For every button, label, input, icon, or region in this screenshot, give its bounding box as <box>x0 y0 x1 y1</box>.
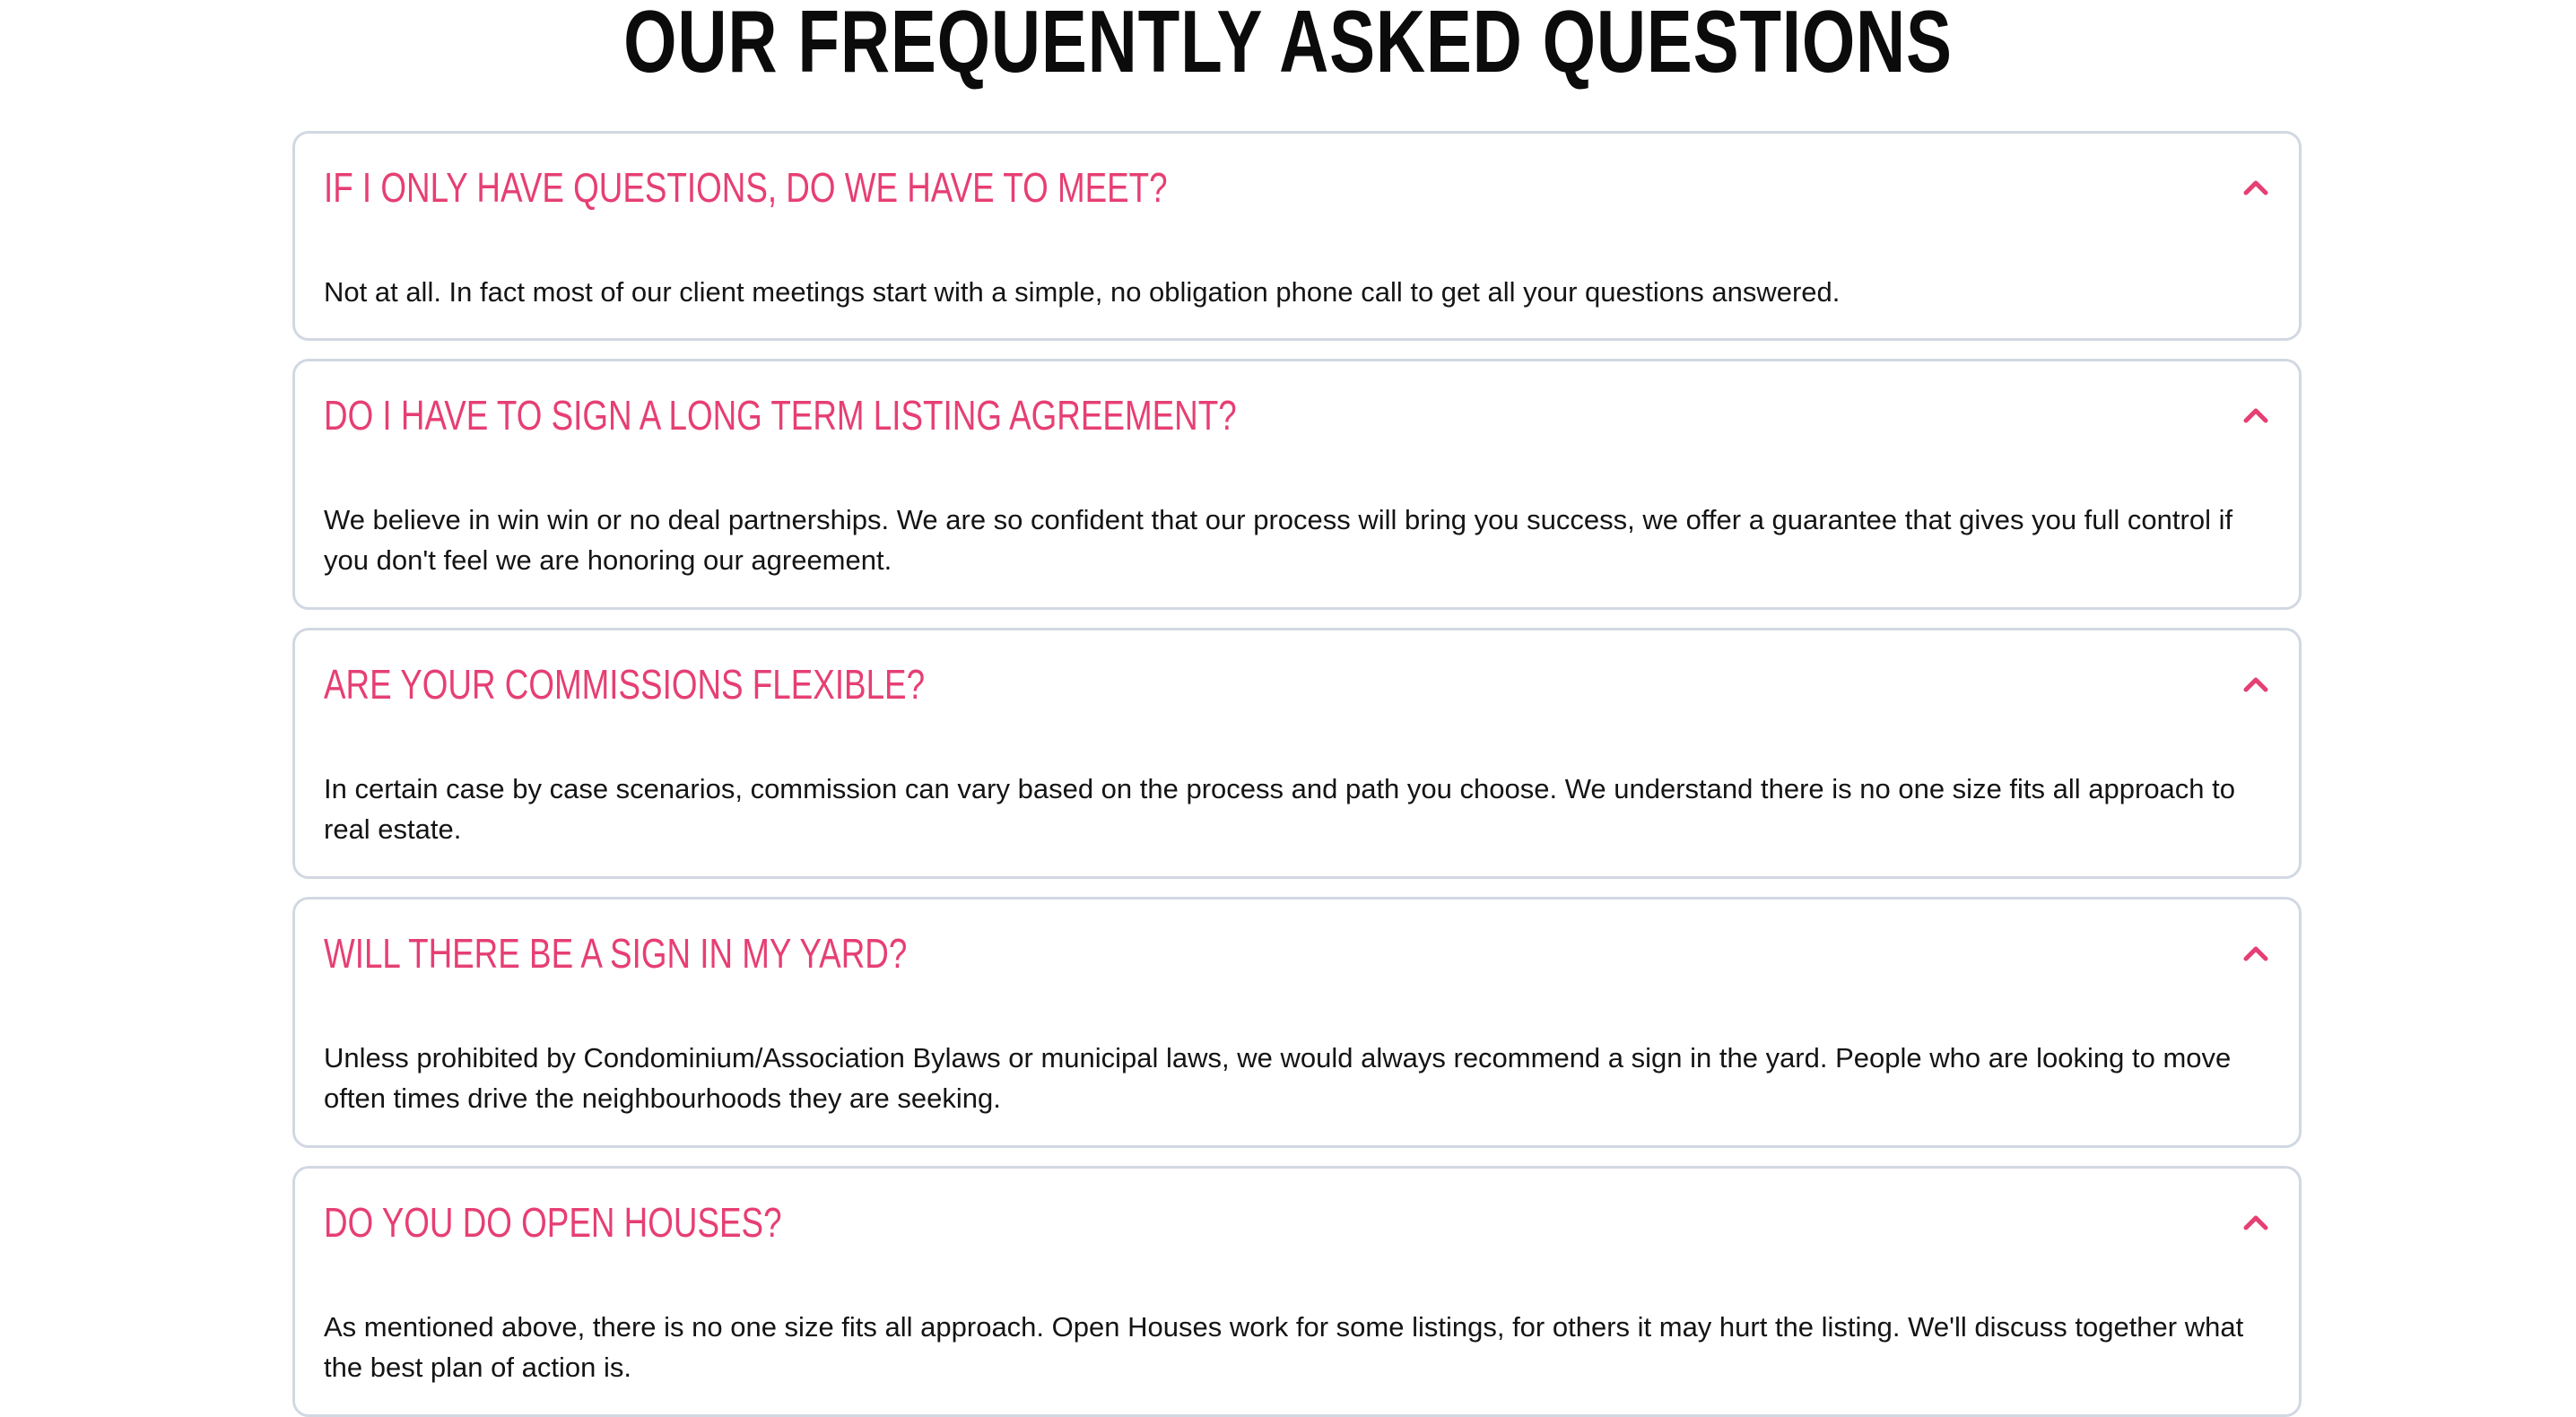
chevron-up-icon[interactable] <box>2240 399 2272 431</box>
faq-item <box>292 897 2302 1148</box>
faq-answer: As mentioned above, there is no one size fits all approach. Open Houses work for some listings, for others it may hurt the listing. We'll discuss together what the best plan of action is. <box>324 1311 2244 1383</box>
faq-question-toggle[interactable] <box>295 630 2299 747</box>
faq-answer: Unless prohibited by Condominium/Association Bylaws or municipal laws, we would always recommend a sign in the yard. People who are looking to move often times drive the neighbourhoods they are seeking. <box>324 1042 2232 1114</box>
faq-item <box>292 1166 2302 1417</box>
faq-question-toggle[interactable] <box>295 361 2299 478</box>
chevron-up-icon[interactable] <box>2240 1206 2272 1239</box>
faq-question: WILL THERE BE A SIGN IN MY YARD? <box>324 930 908 977</box>
faq-question-toggle[interactable] <box>295 1169 2299 1285</box>
faq-question: DO YOU DO OPEN HOUSES? <box>324 1199 782 1246</box>
chevron-up-icon[interactable] <box>2240 668 2272 700</box>
chevron-up-icon[interactable] <box>2240 171 2272 204</box>
faq-question: IF I ONLY HAVE QUESTIONS, DO WE HAVE TO MEET? <box>324 164 1168 211</box>
page-title: OUR FREQUENTLY ASKED QUESTIONS <box>623 0 1953 91</box>
faq-question: DO I HAVE TO SIGN A LONG TERM LISTING AGREEMENT? <box>324 392 1237 439</box>
faq-item <box>292 131 2302 341</box>
faq-answer: We believe in win win or no deal partnerships. We are so confident that our process will bring you success, we offer a guarantee that gives you full control if you don't feel we are honoring our agreement. <box>324 504 2233 576</box>
faq-question-toggle[interactable] <box>295 900 2299 1016</box>
faq-answer: Not at all. In fact most of our client meetings start with a simple, no obligation phone call to get all your questions answered. <box>324 276 1841 308</box>
faq-item <box>292 359 2302 610</box>
faq-item <box>292 628 2302 879</box>
faq-answer: In certain case by case scenarios, commission can vary based on the process and path you choose. We understand there is no one size fits all approach to real estate. <box>324 773 2236 845</box>
faq-question-toggle[interactable] <box>295 134 2299 250</box>
faq-question: ARE YOUR COMMISSIONS FLEXIBLE? <box>324 661 926 708</box>
chevron-up-icon[interactable] <box>2240 937 2272 969</box>
